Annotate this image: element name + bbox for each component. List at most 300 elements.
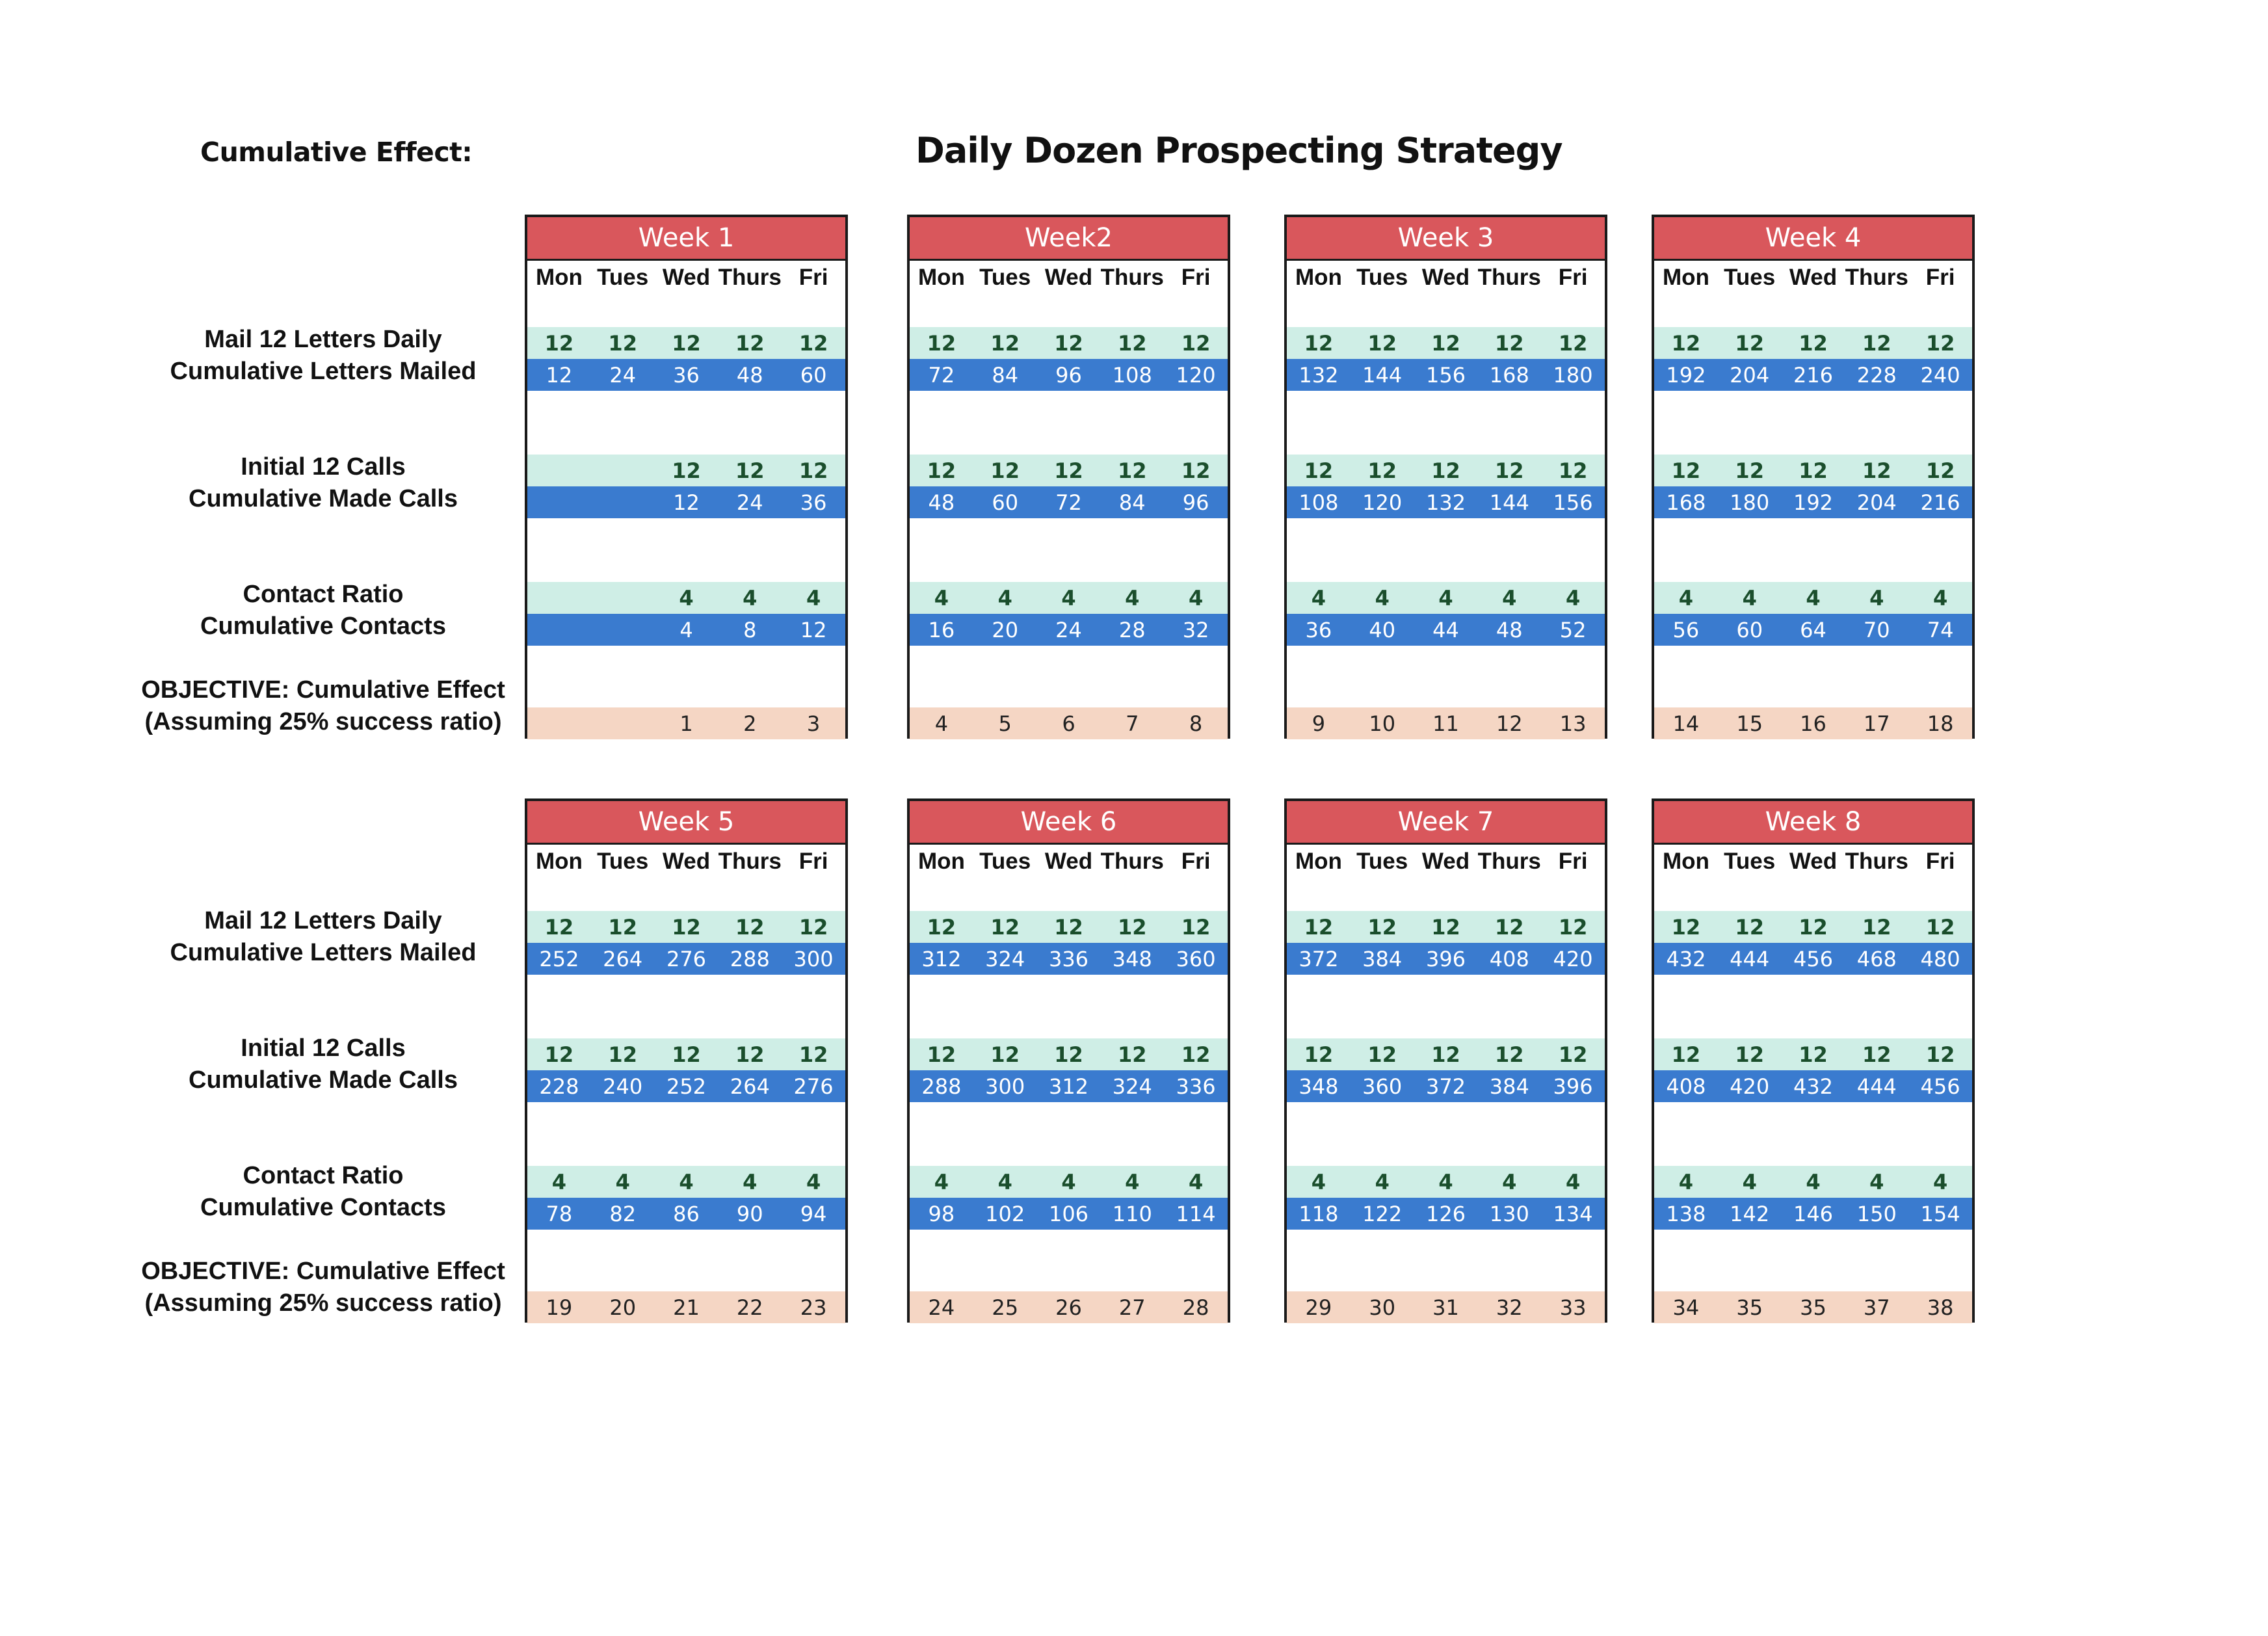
day-label: Fri: [1925, 265, 1955, 290]
mail-cell: 12: [1367, 914, 1397, 940]
contact-cell: 4: [1806, 1169, 1821, 1194]
calls-cum-cell: 60: [992, 490, 1019, 515]
objective-row: [910, 707, 1228, 739]
day-label: Wed: [1421, 265, 1470, 290]
mail-cell: 12: [735, 330, 765, 356]
contact-cum-cell: 142: [1730, 1201, 1770, 1226]
row-label-contact-cumulative: Cumulative Contacts: [200, 1194, 446, 1221]
contact-cum-cell: 150: [1856, 1201, 1897, 1226]
contact-cum-cell: 106: [1048, 1201, 1089, 1226]
calls-cell: 12: [1367, 458, 1397, 483]
objective-row: [1654, 1291, 1972, 1323]
calls-cell: 12: [1735, 1042, 1764, 1067]
day-label: Fri: [1925, 849, 1955, 874]
day-header-row: [1287, 261, 1605, 295]
day-label: Mon: [1662, 265, 1709, 290]
day-label: Thurs: [1845, 849, 1908, 874]
calls-cum-cell: 396: [1553, 1074, 1593, 1099]
week-table: [907, 798, 1230, 1323]
calls-cum-cell: 120: [1362, 490, 1403, 515]
mail-cell: 12: [1431, 914, 1460, 940]
week-table: [1652, 798, 1975, 1323]
contact-cum-cell: 102: [985, 1201, 1025, 1226]
objective-cell: 6: [1062, 711, 1075, 736]
row-label-group-contact: [128, 579, 518, 642]
mail-cum-row: [1287, 359, 1605, 391]
contact-cum-cell: 48: [1496, 617, 1523, 642]
day-label: Tues: [597, 849, 649, 874]
contact-cell: 4: [1375, 1169, 1390, 1194]
objective-cell: 38: [1927, 1295, 1954, 1320]
contact-cum-row: [1654, 614, 1972, 646]
day-label: Mon: [535, 265, 583, 290]
objective-row: [1287, 707, 1605, 739]
contact-cell: 4: [934, 1169, 949, 1194]
day-label: Tues: [597, 265, 649, 290]
row-label-mail: Mail 12 Letters Daily: [204, 326, 442, 353]
mail-cell: 12: [1118, 330, 1147, 356]
objective-cell: 14: [1672, 711, 1700, 736]
mail-cell: 12: [1799, 914, 1828, 940]
day-label: Fri: [1181, 849, 1211, 874]
calls-cell: 12: [1181, 458, 1211, 483]
contact-cell: 4: [806, 1169, 821, 1194]
mail-cell: 12: [1671, 914, 1701, 940]
contact-cum-cell: 154: [1920, 1201, 1960, 1226]
calls-cum-cell: 216: [1920, 490, 1960, 515]
calls-cell: 12: [1495, 458, 1524, 483]
day-label: Fri: [798, 849, 828, 874]
week-header: Week 4: [1654, 217, 1972, 261]
mail-cum-cell: 408: [1489, 946, 1529, 971]
mail-cell: 12: [990, 914, 1020, 940]
mail-cum-cell: 384: [1362, 946, 1403, 971]
calls-cum-cell: 84: [1118, 490, 1146, 515]
calls-cum-cell: 24: [736, 490, 763, 515]
contact-cum-cell: 90: [736, 1201, 763, 1226]
mail-cum-cell: 120: [1176, 362, 1216, 388]
calls-cell: 12: [1304, 458, 1334, 483]
calls-cell: [527, 455, 591, 486]
mail-cell: 12: [1054, 914, 1083, 940]
contact-cum-cell: 70: [1863, 617, 1890, 642]
contact-cell: 4: [1125, 585, 1140, 611]
mail-row: [910, 327, 1228, 359]
calls-cell: 12: [1495, 1042, 1524, 1067]
contact-cum-cell: 4: [679, 617, 693, 642]
calls-cum-cell: 312: [1048, 1074, 1089, 1099]
week-table: [525, 798, 848, 1323]
day-header-row: [910, 845, 1228, 878]
mail-cum-cell: 336: [1048, 946, 1089, 971]
contact-cell: 4: [1869, 585, 1884, 611]
contact-cum-cell: 64: [1800, 617, 1826, 642]
mail-cum-cell: 72: [928, 362, 955, 388]
contact-cell: 4: [997, 585, 1012, 611]
objective-cell: 22: [736, 1295, 763, 1320]
calls-cell: 12: [1431, 458, 1460, 483]
mail-cum-cell: 396: [1425, 946, 1466, 971]
contact-cum-cell: 56: [1672, 617, 1700, 642]
mail-cell: 12: [608, 330, 637, 356]
day-header-row: [527, 261, 845, 295]
mail-cell: 12: [1181, 330, 1211, 356]
mail-cell: 12: [1118, 914, 1147, 940]
mail-cum-cell: 228: [1856, 362, 1897, 388]
objective-cell: 23: [800, 1295, 827, 1320]
contact-cell: 4: [1502, 1169, 1517, 1194]
mail-cum-cell: 444: [1730, 946, 1770, 971]
row-label-contact-cumulative: Cumulative Contacts: [200, 613, 446, 640]
mail-row: [1287, 327, 1605, 359]
mail-cum-row: [1654, 359, 1972, 391]
mail-row: [1654, 911, 1972, 943]
mail-cum-cell: 132: [1299, 362, 1339, 388]
objective-cell: 18: [1927, 711, 1954, 736]
mail-cell: 12: [1735, 914, 1764, 940]
mail-cum-cell: 24: [609, 362, 637, 388]
mail-cell: 12: [1304, 914, 1334, 940]
contact-cell: 4: [679, 585, 694, 611]
calls-cum-cell: 324: [1112, 1074, 1152, 1099]
mail-cum-cell: 36: [673, 362, 700, 388]
objective-cell: 27: [1118, 1295, 1146, 1320]
mail-cum-cell: 60: [800, 362, 827, 388]
calls-cum-cell: 372: [1425, 1074, 1466, 1099]
contact-cell: 4: [1375, 585, 1390, 611]
calls-cell: 12: [672, 1042, 701, 1067]
day-label: Tues: [1724, 849, 1776, 874]
contact-cum-cell: 78: [546, 1201, 573, 1226]
calls-cum-cell: 252: [666, 1074, 707, 1099]
contact-cell: 4: [615, 1169, 630, 1194]
contact-cum-cell: 146: [1793, 1201, 1834, 1226]
contact-cum-row: [910, 1198, 1228, 1230]
calls-cum-cell: 264: [730, 1074, 770, 1099]
calls-row: [527, 455, 845, 486]
mail-cum-row: [1654, 943, 1972, 975]
mail-cum-cell: 456: [1793, 946, 1834, 971]
calls-cum-cell: 432: [1793, 1074, 1834, 1099]
row-label-group-contact: [128, 1160, 518, 1224]
calls-cell: 12: [544, 1042, 574, 1067]
calls-cell: 12: [1054, 458, 1083, 483]
objective-cell: 5: [998, 711, 1012, 736]
contact-cum-cell: 134: [1553, 1201, 1593, 1226]
objective-cell: 1: [679, 711, 693, 736]
objective-cell: 8: [1189, 711, 1203, 736]
contact-row: [527, 1166, 845, 1198]
objective-cell: 31: [1432, 1295, 1459, 1320]
row-label-objective: OBJECTIVE: Cumulative Effect: [141, 1258, 505, 1285]
day-label: Mon: [535, 849, 583, 874]
mail-cum-cell: 156: [1425, 362, 1466, 388]
week-header: Week 3: [1287, 217, 1605, 261]
day-label: Wed: [1044, 265, 1093, 290]
objective-row: [527, 707, 845, 739]
objective-row: [910, 1291, 1228, 1323]
contact-cum-cell: 24: [1055, 617, 1082, 642]
day-label: Mon: [917, 265, 965, 290]
day-header-row: [1654, 845, 1972, 878]
mail-cell: 12: [672, 330, 701, 356]
contact-cum-cell: 110: [1112, 1201, 1152, 1226]
mail-cum-cell: 432: [1666, 946, 1706, 971]
calls-cum-row: [910, 486, 1228, 518]
mail-cell: 12: [544, 330, 574, 356]
mail-cum-cell: 276: [666, 946, 707, 971]
calls-cum-cell: 336: [1176, 1074, 1216, 1099]
contact-cell: 4: [1932, 1169, 1948, 1194]
contact-cum-row: [1287, 614, 1605, 646]
objective-cell: 2: [743, 711, 757, 736]
calls-row: [910, 1038, 1228, 1070]
calls-cum-cell: 456: [1920, 1074, 1960, 1099]
row-label-mail-cumulative: Cumulative Letters Mailed: [170, 358, 477, 385]
mail-cum-cell: 180: [1553, 362, 1593, 388]
day-header-row: [527, 845, 845, 878]
week-header: Week2: [910, 217, 1228, 261]
calls-cell: 12: [990, 1042, 1020, 1067]
contact-cell: 4: [1565, 1169, 1581, 1194]
objective-cell: 9: [1312, 711, 1326, 736]
mail-cum-cell: 348: [1112, 946, 1152, 971]
calls-row: [910, 455, 1228, 486]
mail-cum-cell: 480: [1920, 946, 1960, 971]
calls-cell: 12: [1431, 1042, 1460, 1067]
week-table: [1652, 215, 1975, 739]
objective-cell: 11: [1432, 711, 1459, 736]
calls-cum-cell: 108: [1299, 490, 1339, 515]
objective-cell: 7: [1126, 711, 1139, 736]
objective-cell: 4: [934, 711, 949, 736]
calls-cum-cell: 348: [1299, 1074, 1339, 1099]
calls-cum-cell: 444: [1856, 1074, 1897, 1099]
objective-cell: 29: [1305, 1295, 1332, 1320]
mail-cell: 12: [1367, 330, 1397, 356]
contact-cum-cell: 12: [800, 617, 827, 642]
mail-cell: 12: [1925, 914, 1955, 940]
day-label: Tues: [1356, 265, 1408, 290]
mail-cell: 12: [1735, 330, 1764, 356]
calls-row: [1287, 1038, 1605, 1070]
objective-row: [1654, 707, 1972, 739]
contact-cum-cell: 98: [928, 1201, 955, 1226]
row-label-calls: Initial 12 Calls: [241, 1035, 406, 1062]
calls-cum-row: [1654, 1070, 1972, 1102]
mail-cum-cell: 300: [793, 946, 834, 971]
contact-cell: 4: [1125, 1169, 1140, 1194]
week-header: Week 6: [910, 801, 1228, 845]
row-label-group-objective: [128, 1256, 518, 1319]
row-label-mail-cumulative: Cumulative Letters Mailed: [170, 939, 477, 966]
calls-cum-cell: 384: [1489, 1074, 1529, 1099]
mail-cell: 12: [1558, 330, 1588, 356]
contact-cum-cell: 44: [1432, 617, 1459, 642]
mail-cum-cell: 204: [1730, 362, 1770, 388]
week-header: Week 5: [527, 801, 845, 845]
mail-cell: 12: [1304, 330, 1334, 356]
calls-cell: 12: [1862, 458, 1892, 483]
objective-cell: 24: [928, 1295, 955, 1320]
row-label-objective-note: (Assuming 25% success ratio): [144, 708, 502, 735]
contact-cell: 4: [1678, 585, 1694, 611]
mail-cell: 12: [672, 914, 701, 940]
contact-cum-cell: 130: [1489, 1201, 1529, 1226]
contact-cum-cell: 60: [1736, 617, 1763, 642]
contact-cell: 4: [1188, 585, 1204, 611]
mail-cell: 12: [1671, 330, 1701, 356]
day-label: Fri: [1181, 265, 1211, 290]
objective-cell: [527, 707, 591, 739]
contact-cell: [591, 582, 655, 614]
calls-cum-cell: 132: [1425, 490, 1466, 515]
day-label: Fri: [1558, 265, 1588, 290]
mail-cum-cell: 192: [1666, 362, 1706, 388]
contact-cum-cell: 40: [1369, 617, 1396, 642]
contact-cum-cell: 20: [992, 617, 1019, 642]
calls-cell: 12: [1799, 1042, 1828, 1067]
mail-cell: 12: [1431, 330, 1460, 356]
calls-cum-row: [527, 1070, 845, 1102]
week-header: Week 1: [527, 217, 845, 261]
mail-cum-cell: 108: [1112, 362, 1152, 388]
contact-cum-cell: 114: [1176, 1201, 1216, 1226]
row-label-group-calls: [128, 1033, 518, 1096]
contact-cell: 4: [1932, 585, 1948, 611]
mail-cell: 12: [1558, 914, 1588, 940]
day-label: Fri: [1558, 849, 1588, 874]
mail-cum-cell: 48: [736, 362, 763, 388]
day-label: Mon: [1662, 849, 1709, 874]
mail-row: [910, 911, 1228, 943]
row-label-calls-cumulative: Cumulative Made Calls: [189, 485, 458, 512]
calls-cell: 12: [1304, 1042, 1334, 1067]
calls-cum-row: [1654, 486, 1972, 518]
objective-cell: 3: [806, 711, 821, 736]
mail-cell: 12: [1799, 330, 1828, 356]
mail-cell: 12: [990, 330, 1020, 356]
calls-cum-row: [527, 486, 845, 518]
row-label-group-mail: [128, 905, 518, 969]
page-title: Daily Dozen Prospecting Strategy: [916, 130, 1563, 171]
calls-cell: 12: [1671, 1042, 1701, 1067]
contact-cum-cell: 8: [743, 617, 757, 642]
calls-cum-cell: 96: [1182, 490, 1209, 515]
calls-cum-cell: 288: [921, 1074, 962, 1099]
contact-cell: 4: [1438, 585, 1453, 611]
calls-cum-cell: 192: [1793, 490, 1834, 515]
calls-row: [1654, 1038, 1972, 1070]
contact-row: [910, 582, 1228, 614]
calls-cum-cell: 360: [1362, 1074, 1403, 1099]
mail-cell: 12: [798, 914, 828, 940]
mail-cum-cell: 288: [730, 946, 770, 971]
objective-cell: 15: [1736, 711, 1763, 736]
calls-row: [1287, 455, 1605, 486]
contact-cum-row: [1654, 1198, 1972, 1230]
contact-cell: 4: [743, 1169, 758, 1194]
day-label: Wed: [662, 849, 711, 874]
day-label: Wed: [1789, 265, 1838, 290]
objective-cell: 35: [1800, 1295, 1826, 1320]
mail-cell: 12: [927, 330, 956, 356]
day-label: Mon: [1295, 849, 1342, 874]
calls-cell: 12: [672, 458, 701, 483]
mail-cell: 12: [1054, 330, 1083, 356]
objective-cell: 34: [1672, 1295, 1700, 1320]
mail-cum-row: [910, 359, 1228, 391]
mail-cell: 12: [798, 330, 828, 356]
calls-cum-cell: 72: [1055, 490, 1082, 515]
day-label: Thurs: [718, 849, 782, 874]
contact-cum-row: [910, 614, 1228, 646]
contact-cell: 4: [1188, 1169, 1204, 1194]
calls-cell: 12: [735, 1042, 765, 1067]
mail-cum-cell: 216: [1793, 362, 1834, 388]
contact-row: [1287, 1166, 1605, 1198]
calls-cell: 12: [735, 458, 765, 483]
contact-cum-cell: [591, 614, 655, 646]
row-label-objective: OBJECTIVE: Cumulative Effect: [141, 676, 505, 704]
contact-cum-cell: 32: [1182, 617, 1209, 642]
objective-cell: 12: [1496, 711, 1523, 736]
contact-row: [1654, 1166, 1972, 1198]
calls-cum-row: [910, 1070, 1228, 1102]
objective-cell: 13: [1559, 711, 1587, 736]
contact-cell: [527, 582, 591, 614]
mail-row: [527, 911, 845, 943]
calls-cum-cell: 408: [1666, 1074, 1706, 1099]
contact-row: [1654, 582, 1972, 614]
contact-cell: 4: [1061, 585, 1076, 611]
objective-cell: 10: [1369, 711, 1396, 736]
contact-cum-row: [1287, 1198, 1605, 1230]
contact-cell: 4: [1678, 1169, 1694, 1194]
contact-cum-cell: 138: [1666, 1201, 1706, 1226]
calls-cell: 12: [1799, 458, 1828, 483]
day-label: Wed: [1044, 849, 1093, 874]
week-header: Week 8: [1654, 801, 1972, 845]
contact-cum-cell: 52: [1559, 617, 1587, 642]
contact-cell: 4: [679, 1169, 694, 1194]
calls-cum-cell: 240: [603, 1074, 643, 1099]
cumulative-effect-label: Cumulative Effect:: [200, 137, 473, 168]
mail-cum-row: [527, 359, 845, 391]
mail-row: [527, 327, 845, 359]
row-label-objective-note: (Assuming 25% success ratio): [144, 1289, 502, 1317]
day-label: Tues: [979, 265, 1031, 290]
objective-cell: 32: [1496, 1295, 1523, 1320]
calls-cum-cell: 12: [673, 490, 700, 515]
row-label-contact: Contact Ratio: [243, 581, 404, 608]
contact-cum-cell: 118: [1299, 1201, 1339, 1226]
objective-cell: 17: [1863, 711, 1890, 736]
calls-cum-cell: 180: [1730, 490, 1770, 515]
objective-cell: 19: [546, 1295, 573, 1320]
calls-cell: 12: [1181, 1042, 1211, 1067]
mail-cell: 12: [1495, 330, 1524, 356]
calls-cum-cell: 228: [539, 1074, 579, 1099]
objective-cell: 26: [1055, 1295, 1082, 1320]
day-label: Wed: [1421, 849, 1470, 874]
contact-cell: 4: [743, 585, 758, 611]
day-label: Wed: [1789, 849, 1838, 874]
calls-cum-row: [1287, 1070, 1605, 1102]
day-label: Thurs: [1845, 265, 1908, 290]
contact-cum-cell: 28: [1118, 617, 1146, 642]
objective-cell: 37: [1863, 1295, 1890, 1320]
